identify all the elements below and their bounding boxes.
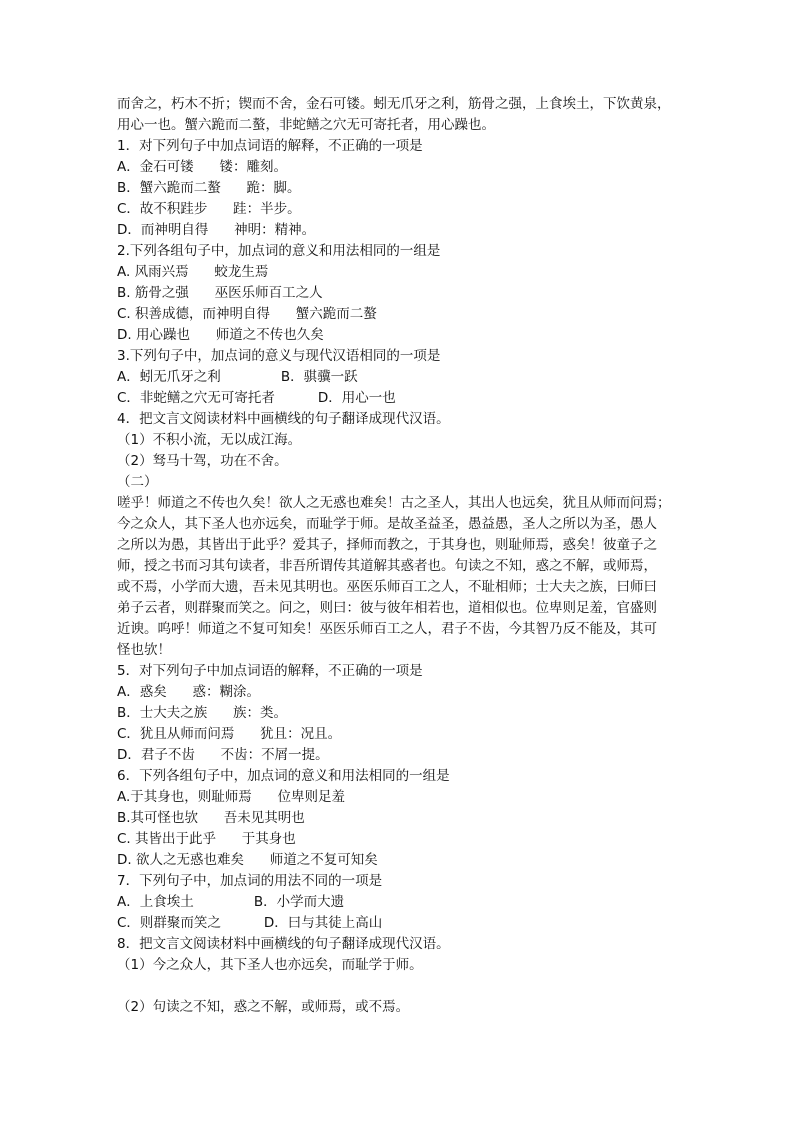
question-7-options-cd: C．则群聚而笑之 D．曰与其徒上高山 bbox=[117, 915, 383, 931]
passage-line: 师，授之书而习其句读者，非吾所谓传其道解其惑者也。句读之不知，惑之不解，或师焉， bbox=[117, 558, 657, 574]
question-5-option-c: C．犹且从师而问焉 犹且：况且。 bbox=[117, 726, 342, 742]
question-5-option-b: B．士大夫之族 族：类。 bbox=[117, 705, 288, 721]
passage-line: 弟子云者，则群聚而笑之。问之，则曰：彼与彼年相若也，道相似也。位卑则足羞，官盛则 bbox=[117, 600, 657, 616]
question-2-option-c: C. 积善成德，而神明自得 蟹六跪而二螯 bbox=[117, 306, 377, 322]
question-5-stem: 5．对下列句子中加点词语的解释，不正确的一项是 bbox=[117, 663, 423, 679]
question-4-stem: 4．把文言文阅读材料中画横线的句子翻译成现代汉语。 bbox=[117, 411, 450, 427]
question-3-options-ab: A．蚓无爪牙之利 B．骐骥一跃 bbox=[117, 369, 358, 385]
question-6-option-c: C. 其皆出于此乎 于其身也 bbox=[117, 831, 296, 847]
section-heading: （二） bbox=[117, 474, 158, 490]
question-6-option-b: B.其可怪也欤 吾未见其明也 bbox=[117, 810, 305, 826]
passage-line: 近谀。呜呼！师道之不复可知矣！巫医乐师百工之人，君子不齿，今其智乃反不能及，其可 bbox=[117, 621, 657, 637]
question-8-item-1: （1）今之众人，其下圣人也亦远矣，而耻学于师。 bbox=[117, 957, 423, 973]
question-8-stem: 8．把文言文阅读材料中画横线的句子翻译成现代汉语。 bbox=[117, 936, 450, 952]
question-3-options-cd: C．非蛇鳝之穴无可寄托者 D．用心一也 bbox=[117, 390, 396, 406]
question-2-option-d: D. 用心躁也 师道之不传也久矣 bbox=[117, 327, 324, 343]
question-5-option-d: D．君子不齿 不齿：不屑一提。 bbox=[117, 747, 329, 763]
question-6-option-d: D. 欲人之无惑也难矣 师道之不复可知矣 bbox=[117, 852, 378, 868]
blank-line bbox=[117, 976, 677, 997]
passage-line: 今之众人，其下圣人也亦远矣，而耻学于师。是故圣益圣，愚益愚，圣人之所以为圣，愚人 bbox=[117, 516, 657, 532]
question-6-stem: 6．下列各组句子中，加点词的意义和用法相同的一组是 bbox=[117, 768, 450, 784]
question-1-option-c: C．故不积跬步 跬：半步。 bbox=[117, 201, 301, 217]
text-line: 而舍之，朽木不折；锲而不舍，金石可镂。蚓无爪牙之利，筋骨之强，上食埃土，下饮黄泉， bbox=[117, 96, 671, 112]
question-1-stem: 1．对下列句子中加点词语的解释，不正确的一项是 bbox=[117, 138, 423, 154]
passage-line: 嗟乎！师道之不传也久矣！欲人之无惑也难矣！古之圣人，其出人也远矣，犹且从师而问焉； bbox=[117, 495, 671, 511]
document-body bbox=[117, 94, 677, 1018]
passage-line: 之所以为愚，其皆出于此乎？爱其子，择师而教之，于其身也，则耻师焉，惑矣！彼童子之 bbox=[117, 537, 657, 553]
question-5-option-a: A．惑矣 惑：糊涂。 bbox=[117, 684, 260, 700]
question-7-stem: 7．下列句子中，加点词的用法不同的一项是 bbox=[117, 873, 383, 889]
passage-line: 或不焉，小学而大遗，吾未见其明也。巫医乐师百工之人，不耻相师；士大夫之族，曰师曰 bbox=[117, 579, 657, 595]
question-8-item-2: （2）句读之不知，惑之不解，或师焉，或不焉。 bbox=[117, 999, 410, 1015]
question-1-option-a: A．金石可镂 镂：雕刻。 bbox=[117, 159, 287, 175]
question-2-stem: 2.下列各组句子中，加点词的意义和用法相同的一组是 bbox=[117, 243, 441, 259]
question-2-option-b: B. 筋骨之强 巫医乐师百工之人 bbox=[117, 285, 323, 301]
question-7-options-ab: A．上食埃土 B．小学而大遗 bbox=[117, 894, 345, 910]
question-1-option-b: B．蟹六跪而二螯 跪：脚。 bbox=[117, 180, 301, 196]
text-line: 用心一也。蟹六跪而二螯，非蛇鳝之穴无可寄托者，用心躁也。 bbox=[117, 117, 495, 133]
question-1-option-d: D．而神明自得 神明：精神。 bbox=[117, 222, 316, 238]
question-6-option-a: A.于其身也，则耻师焉 位卑则足羞 bbox=[117, 789, 346, 805]
passage-line: 怪也欤！ bbox=[117, 642, 171, 658]
question-2-option-a: A. 风雨兴焉 蛟龙生焉 bbox=[117, 264, 269, 280]
question-4-item-2: （2）驽马十驾，功在不舍。 bbox=[117, 453, 288, 469]
question-4-item-1: （1）不积小流，无以成江海。 bbox=[117, 432, 302, 448]
question-3-stem: 3.下列句子中，加点词的意义与现代汉语相同的一项是 bbox=[117, 348, 441, 364]
